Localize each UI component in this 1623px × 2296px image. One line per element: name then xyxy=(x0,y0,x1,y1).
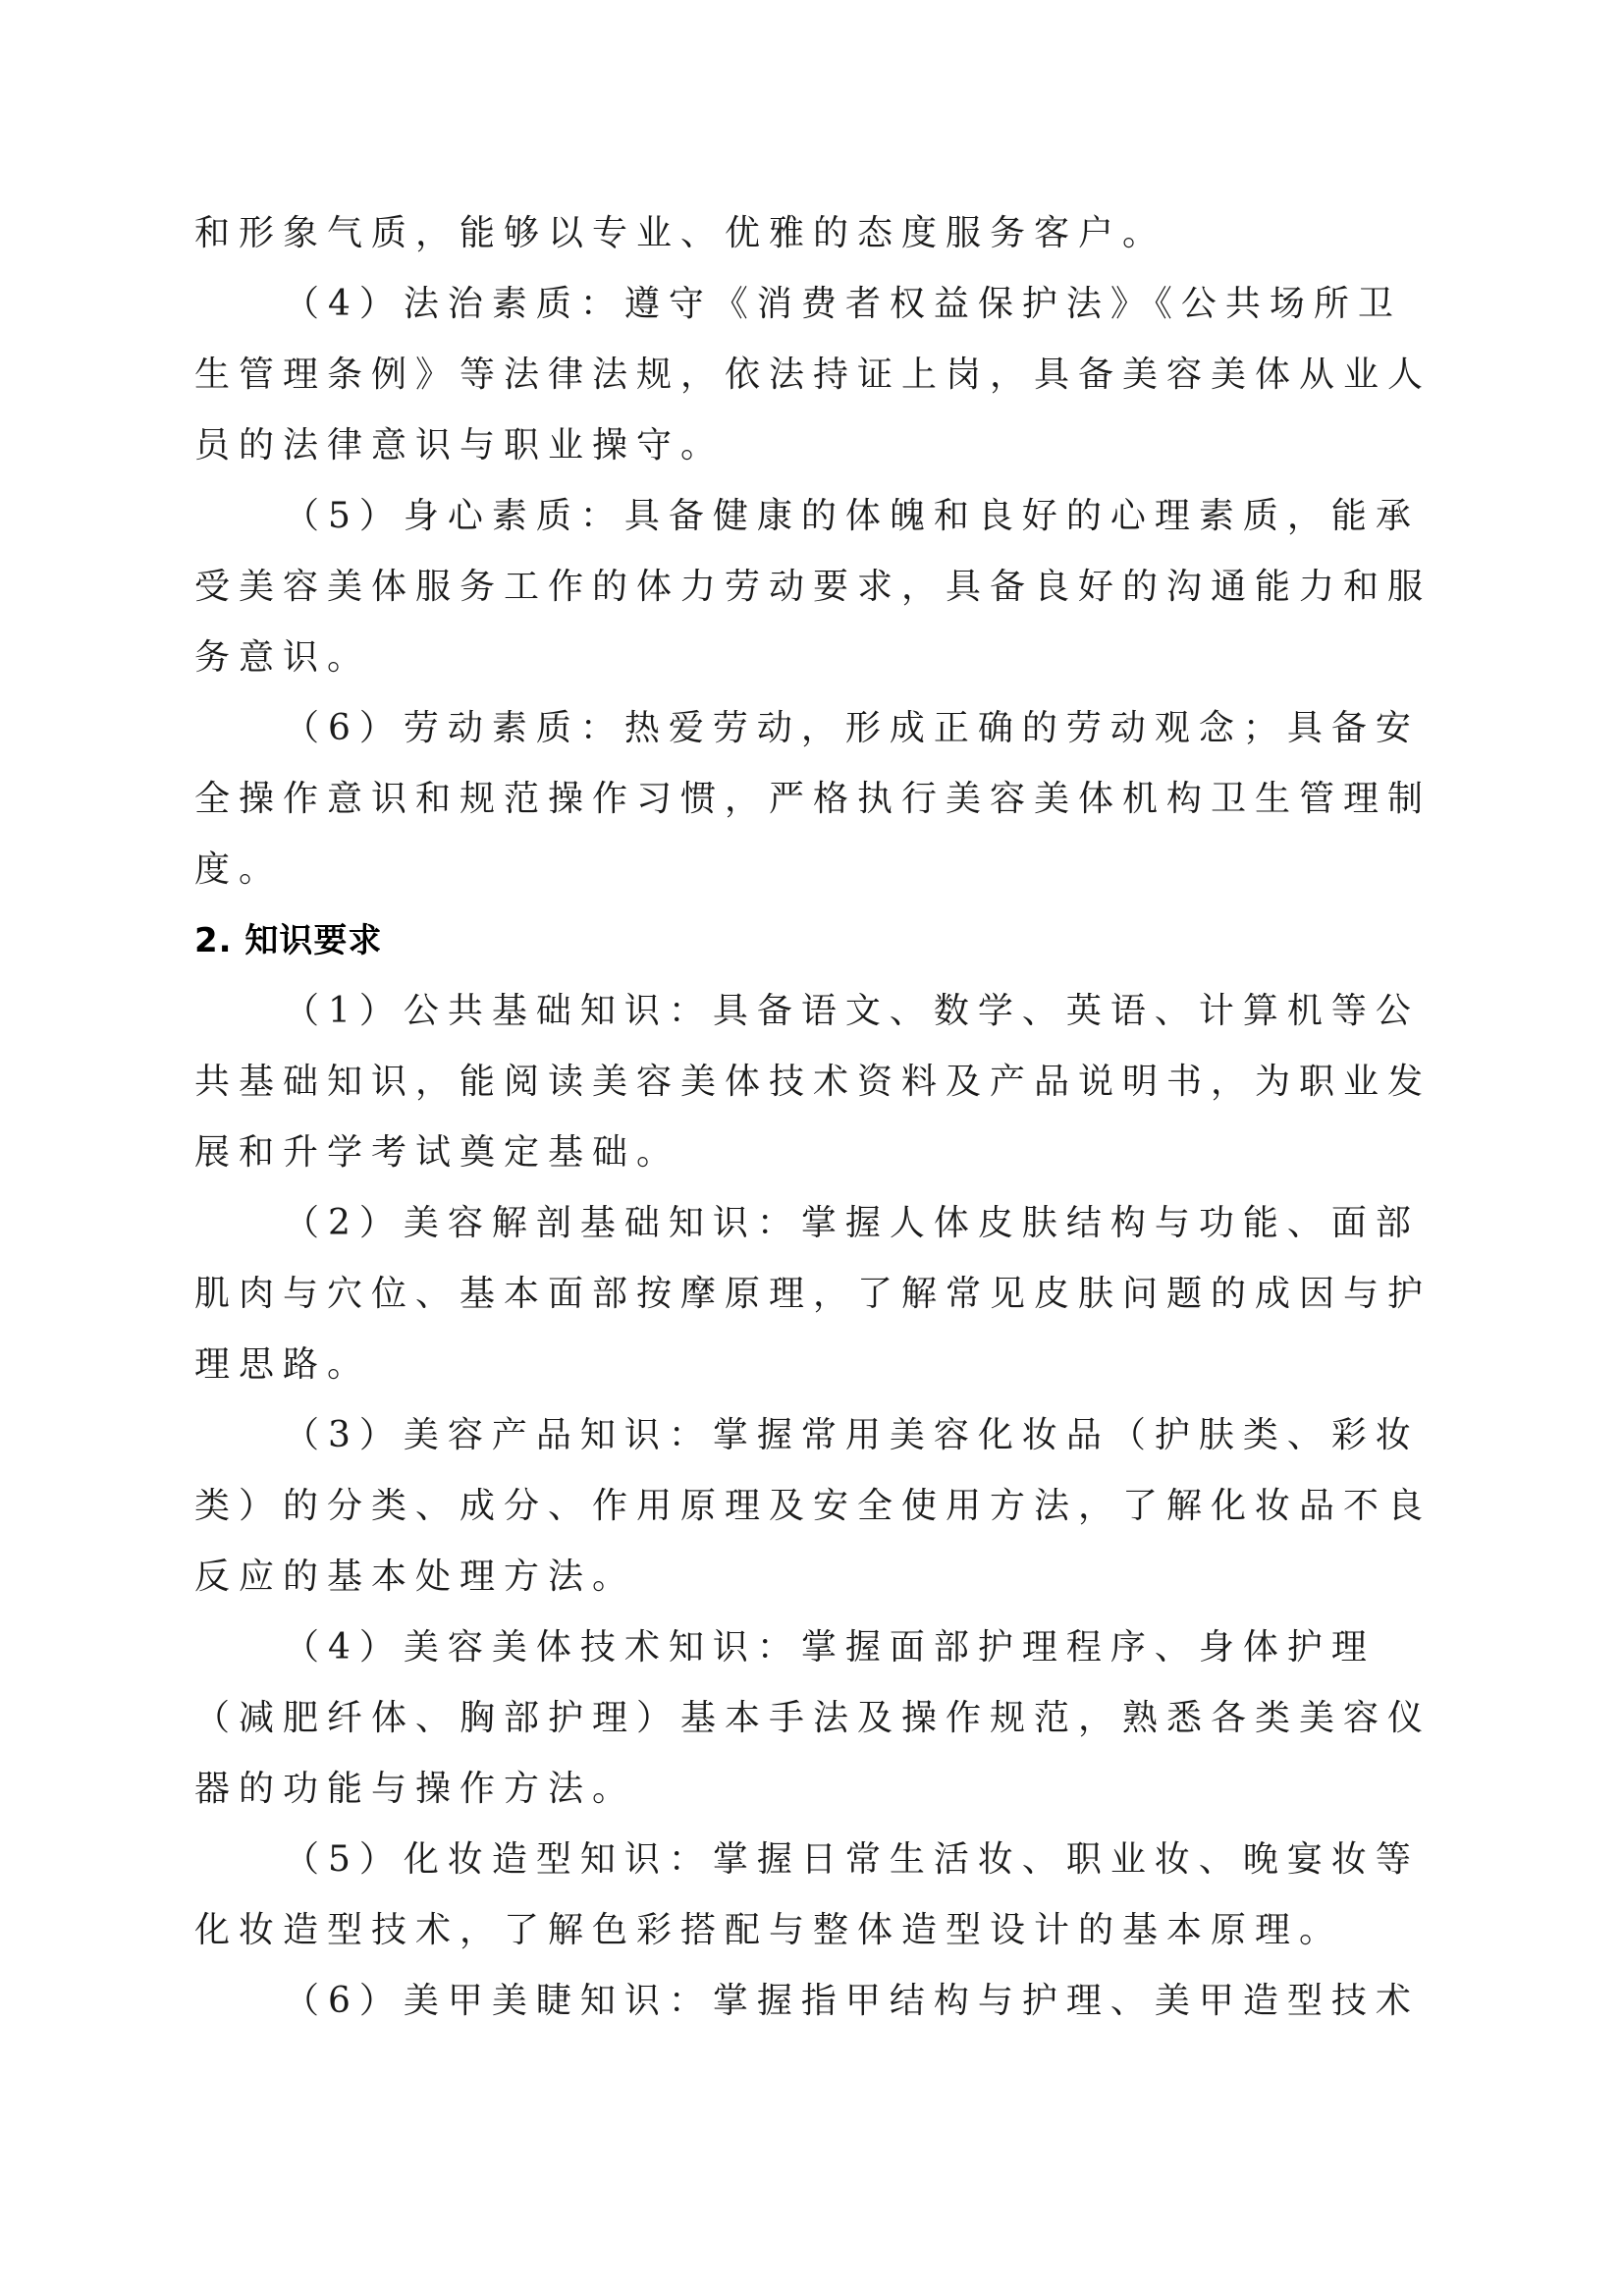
text-line: 展和升学考试奠定基础。 xyxy=(194,1132,681,1173)
text-line: 器的功能与操作方法。 xyxy=(194,1769,637,1809)
text-line: 反应的基本处理方法。 xyxy=(194,1557,637,1597)
text-line: （5）身心素质：具备健康的体魄和良好的心理素质，能承 xyxy=(284,496,1420,536)
text-line: 肌肉与穴位、基本面部按摩原理，了解常见皮肤问题的成因与护 xyxy=(194,1274,1433,1314)
section-heading: 2. 知识要求 xyxy=(194,921,383,960)
text-line: （3）美容产品知识：掌握常用美容化妆品（护肤类、彩妆 xyxy=(284,1415,1420,1455)
text-line: （5）化妆造型知识：掌握日常生活妆、职业妆、晚宴妆等 xyxy=(284,1839,1420,1880)
text-line: （1）公共基础知识：具备语文、数学、英语、计算机等公 xyxy=(284,991,1420,1031)
text-line: （减肥纤体、胸部护理）基本手法及操作规范，熟悉各类美容仪 xyxy=(194,1698,1433,1738)
text-line: 和形象气质，能够以专业、优雅的态度服务客户。 xyxy=(194,213,1167,253)
text-line: 共基础知识，能阅读美容美体技术资料及产品说明书，为职业发 xyxy=(194,1062,1433,1102)
text-line: 类）的分类、成分、作用原理及安全使用方法，了解化妆品不良 xyxy=(194,1486,1433,1526)
document-body xyxy=(194,198,1434,2037)
text-line: （6）美甲美睫知识：掌握指甲结构与护理、美甲造型技术 xyxy=(284,1981,1420,2021)
text-line: 生管理条例》等法律法规，依法持证上岗，具备美容美体从业人 xyxy=(194,355,1433,395)
text-line: （4）法治素质：遵守《消费者权益保护法》《公共场所卫 xyxy=(284,284,1402,324)
text-line: 员的法律意识与职业操守。 xyxy=(194,425,726,465)
text-line: （2）美容解剖基础知识：掌握人体皮肤结构与功能、面部 xyxy=(284,1203,1420,1243)
text-line: 理思路。 xyxy=(194,1344,372,1385)
text-line: 全操作意识和规范操作习惯，严格执行美容美体机构卫生管理制 xyxy=(194,779,1433,819)
text-line: 务意识。 xyxy=(194,637,372,678)
text-line: （4）美容美体技术知识：掌握面部护理程序、身体护理 xyxy=(284,1627,1376,1667)
text-line: 化妆造型技术，了解色彩搭配与整体造型设计的基本原理。 xyxy=(194,1910,1344,1950)
text-line: （6）劳动素质：热爱劳动，形成正确的劳动观念；具备安 xyxy=(284,708,1420,748)
text-line: 度。 xyxy=(194,849,284,890)
text-line: 受美容美体服务工作的体力劳动要求，具备良好的沟通能力和服 xyxy=(194,567,1433,607)
